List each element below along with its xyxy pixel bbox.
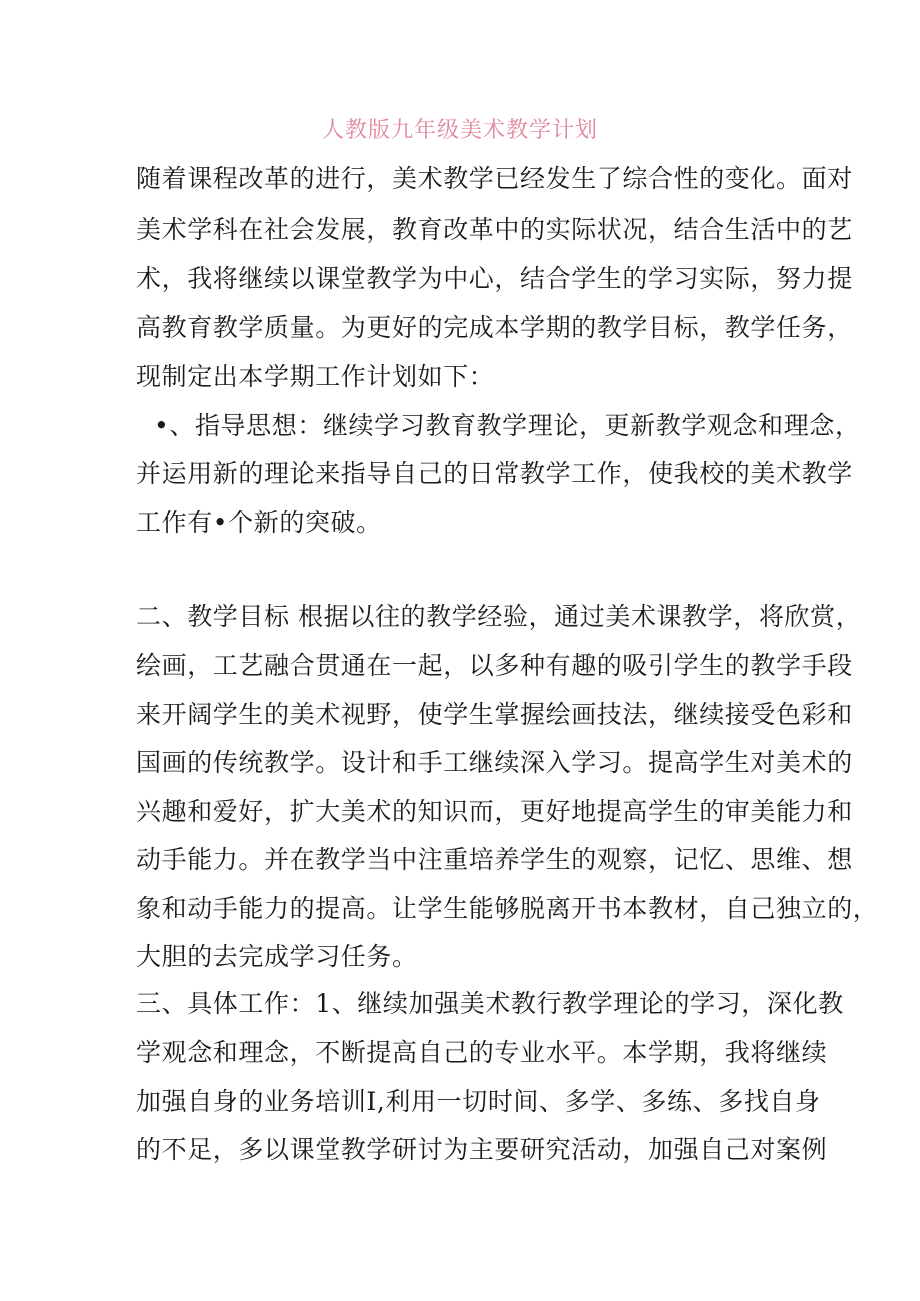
paragraph-line: 绘画，工艺融合贯通在一起，以多种有趣的吸引学生的教学手段: [136, 651, 853, 680]
paragraph-line: 来开阔学生的美术视野，使学生掌握绘画技法，继续接受色彩和: [136, 700, 853, 729]
section-heading-line: •、指导思想：继续学习教育教学理论，更新教学观念和理念，: [154, 411, 861, 440]
paragraph-line: 工作有•个新的突破。: [136, 508, 382, 537]
section-heading-line: 二、教学目标 根据以往的教学经验，通过美术课教学，将欣赏，: [136, 602, 862, 631]
paragraph-line: 并运用新的理论来指导自己的日常教学工作，使我校的美术教学: [136, 459, 853, 488]
paragraph-line: 国画的传统教学。设计和手工继续深入学习。提高学生对美术的: [136, 748, 853, 777]
paragraph-line: 象和动手能力的提高。让学生能够脱离开书本教材，自己独立的，: [136, 894, 879, 923]
paragraph-line: 随着课程改革的进行，美术教学已经发生了综合性的变化。面对: [136, 164, 853, 193]
paragraph-line: 动手能力。并在教学当中注重培养学生的观察，记忆、思维、想: [136, 845, 853, 874]
paragraph-line: 高教育教学质量。为更好的完成本学期的教学目标，教学任务，: [136, 313, 853, 342]
section-heading-line: 三、具体工作：1、继续加强美术教行教学理论的学习，深化教: [136, 989, 844, 1018]
paragraph-line: 的不足，多以课堂教学研讨为主要研究活动，加强自己对案例: [136, 1135, 828, 1164]
paragraph-line: 术，我将继续以课堂教学为中心，结合学生的学习实际，努力提: [136, 264, 853, 293]
paragraph-line: 学观念和理念，不断提高自己的专业水平。本学期，我将继续: [136, 1038, 828, 1067]
paragraph-line: 大胆的去完成学习任务。: [136, 942, 418, 971]
paragraph-line: 美术学科在社会发展，教育改革中的实际状况，结合生活中的艺: [136, 215, 853, 244]
paragraph-line: 现制定出本学期工作计划如下：: [136, 362, 495, 391]
paragraph-line: 加强自身的业务培训I,利用一切时间、多学、多练、多找自身: [136, 1087, 821, 1116]
paragraph-line: 兴趣和爱好，扩大美术的知识而，更好地提高学生的审美能力和: [136, 797, 853, 826]
document-title: 人教版九年级美术教学计划: [321, 118, 598, 143]
